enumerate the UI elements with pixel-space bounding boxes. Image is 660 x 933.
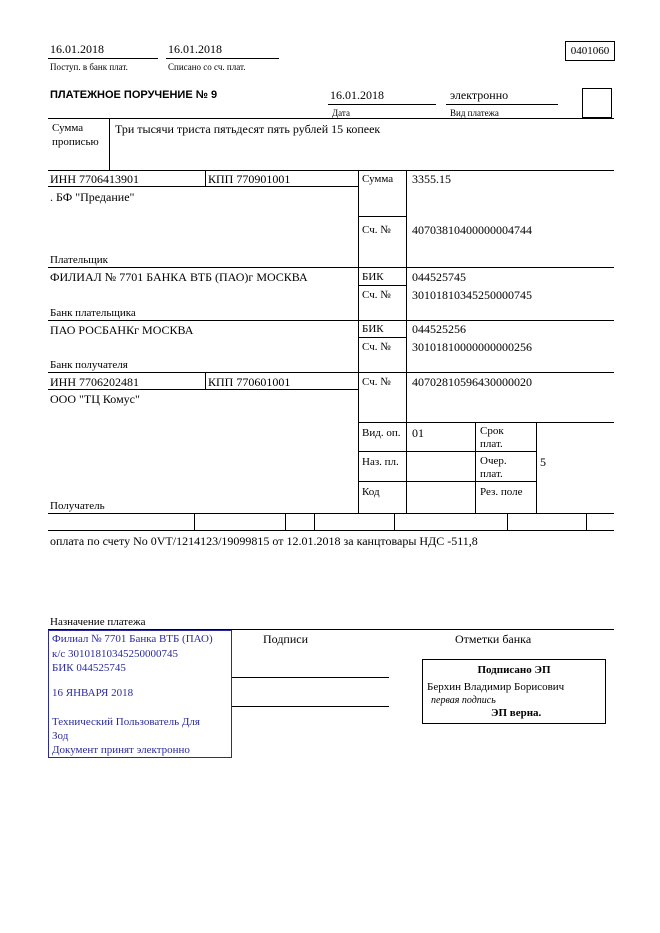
payer-bank-bik-label: БИК — [362, 271, 384, 283]
payer-kpp: КПП 770901001 — [208, 172, 291, 186]
recipient-label: Получатель — [50, 500, 105, 512]
payer-bank-bik: 044525745 — [412, 270, 466, 284]
amount-words-label-2: прописью — [52, 136, 99, 148]
grid-line-tax-bottom — [48, 530, 614, 531]
bank-stamp-line6: Документ принят электронно — [52, 744, 190, 756]
payer-label: Плательщик — [50, 254, 108, 266]
grid-line-codes-low — [358, 481, 536, 482]
document-title: ПЛАТЕЖНОЕ ПОРУЧЕНИЕ № 9 — [50, 89, 218, 101]
payer-bank-name: ФИЛИАЛ № 7701 БАНКА ВТБ (ПАО)г МОСКВА — [50, 270, 308, 284]
grid-line-payer-top — [48, 170, 614, 171]
bank-stamp-line2: к/с 30101810345250000745 — [52, 648, 179, 660]
recipient-account-label: Сч. № — [362, 376, 391, 388]
payer-name: . БФ "Предание" — [50, 190, 135, 204]
date-received-label: Поступ. в банк плат. — [50, 62, 128, 72]
signatures-label: Подписи — [263, 632, 309, 646]
grid-line-codes-top — [358, 422, 614, 423]
grid-v-values — [406, 170, 407, 513]
purpose-label: Назначение платежа — [50, 616, 146, 628]
grid-v-tax-4 — [394, 513, 395, 530]
priority-label-1: Очер. — [480, 455, 507, 467]
order-date-line — [328, 104, 436, 105]
grid-v-codes-2 — [536, 422, 537, 513]
sum-value: 3355.15 — [412, 172, 451, 186]
recipient-bank-label: Банк получателя — [50, 359, 128, 371]
recipient-inn: ИНН 7706202481 — [50, 375, 139, 389]
status-box — [582, 88, 612, 118]
recipient-bank-name: ПАО РОСБАНКг МОСКВА — [50, 323, 194, 337]
date-received-line — [48, 58, 158, 59]
signature-line-2 — [231, 706, 389, 707]
grid-v-tax-6 — [586, 513, 587, 530]
payment-type-line — [446, 104, 558, 105]
grid-line-payer-bottom — [48, 267, 614, 268]
grid-v-codes-1 — [475, 422, 476, 513]
e-signature-signer: Берхин Владимир Борисович — [427, 681, 565, 693]
grid-line-sum-bottom — [358, 216, 406, 217]
payer-account: 40703810400000004744 — [412, 223, 532, 237]
order-date: 16.01.2018 — [330, 88, 384, 102]
e-signature-box — [422, 659, 606, 724]
payer-account-label: Сч. № — [362, 224, 391, 236]
code-label: Код — [362, 486, 380, 498]
purpose-code-label: Наз. пл. — [362, 456, 399, 468]
bank-stamp-line5: Зод — [52, 730, 69, 742]
recipient-name: ООО "ТЦ Комус" — [50, 392, 140, 406]
priority-label-2: плат. — [480, 468, 503, 480]
op-type-label: Вид. оп. — [362, 427, 401, 439]
term-label-2: плат. — [480, 438, 503, 450]
bank-stamp-line4: Технический Пользователь Для — [52, 716, 200, 728]
signature-line-1 — [231, 677, 389, 678]
bank-marks-label: Отметки банка — [455, 632, 532, 646]
form-code: 0401060 — [570, 45, 610, 57]
form-code-box — [565, 41, 615, 61]
priority-value: 5 — [540, 455, 546, 469]
date-debited-label: Списано со сч. плат. — [168, 62, 246, 72]
recipient-bank-corr-label: Сч. № — [362, 341, 391, 353]
e-signature-title: Подписано ЭП — [477, 664, 551, 676]
grid-v-tax-2 — [285, 513, 286, 530]
recipient-bank-bik-label: БИК — [362, 323, 384, 335]
amount-words-label-1: Сумма — [52, 122, 84, 134]
grid-v-rec-kpp — [205, 372, 206, 389]
date-debited-line — [166, 58, 279, 59]
grid-line-payer-bank-bottom — [48, 320, 614, 321]
term-label-1: Срок — [480, 425, 504, 437]
amount-words: Три тысячи триста пятьдесят пять рублей 15 копеек — [115, 122, 381, 136]
grid-line-codes-mid — [358, 451, 536, 452]
grid-v-tax-1 — [194, 513, 195, 530]
grid-v-tax-5 — [507, 513, 508, 530]
payer-bank-corr: 30101810345250000745 — [412, 288, 532, 302]
grid-v-payer-kpp — [205, 170, 206, 186]
recipient-kpp: КПП 770601001 — [208, 375, 291, 389]
payment-type: электронно — [450, 88, 509, 102]
bank-stamp-line3: БИК 044525745 — [52, 662, 126, 674]
date-debited: 16.01.2018 — [168, 42, 222, 56]
amount-top-line — [48, 118, 614, 119]
grid-line-recipient-bottom — [48, 513, 614, 514]
grid-v-main — [358, 170, 359, 513]
grid-line-rec-bik — [358, 337, 406, 338]
bank-stamp — [48, 630, 232, 758]
purpose-text: оплата по счету No 0VT/1214123/19099815 от 12.01.2018 за канцтовары НДС -511,8 — [50, 534, 478, 548]
grid-v-tax-3 — [314, 513, 315, 530]
date-received: 16.01.2018 — [50, 42, 104, 56]
order-date-label: Дата — [332, 108, 350, 118]
bank-stamp-date: 16 ЯНВАРЯ 2018 — [52, 687, 134, 699]
amount-divider — [109, 118, 110, 170]
e-signature-first: первая подпись — [431, 695, 496, 706]
sum-label: Сумма — [362, 173, 394, 185]
grid-line-recipient-bank-bottom — [48, 372, 614, 373]
recipient-bank-bik: 044525256 — [412, 322, 466, 336]
e-signature-verified: ЭП верна. — [491, 707, 542, 719]
recipient-account: 40702810596430000020 — [412, 375, 532, 389]
payment-type-label: Вид платежа — [450, 108, 499, 118]
payer-inn: ИНН 7706413901 — [50, 172, 139, 186]
payer-bank-corr-label: Сч. № — [362, 289, 391, 301]
reserve-label: Рез. поле — [480, 486, 523, 498]
grid-line-payer-bik — [358, 285, 406, 286]
recipient-bank-corr: 30101810000000000256 — [412, 340, 532, 354]
op-type: 01 — [412, 426, 424, 440]
bank-stamp-line1: Филиал № 7701 Банка ВТБ (ПАО) — [52, 633, 213, 645]
payer-bank-label: Банк плательщика — [50, 307, 136, 319]
